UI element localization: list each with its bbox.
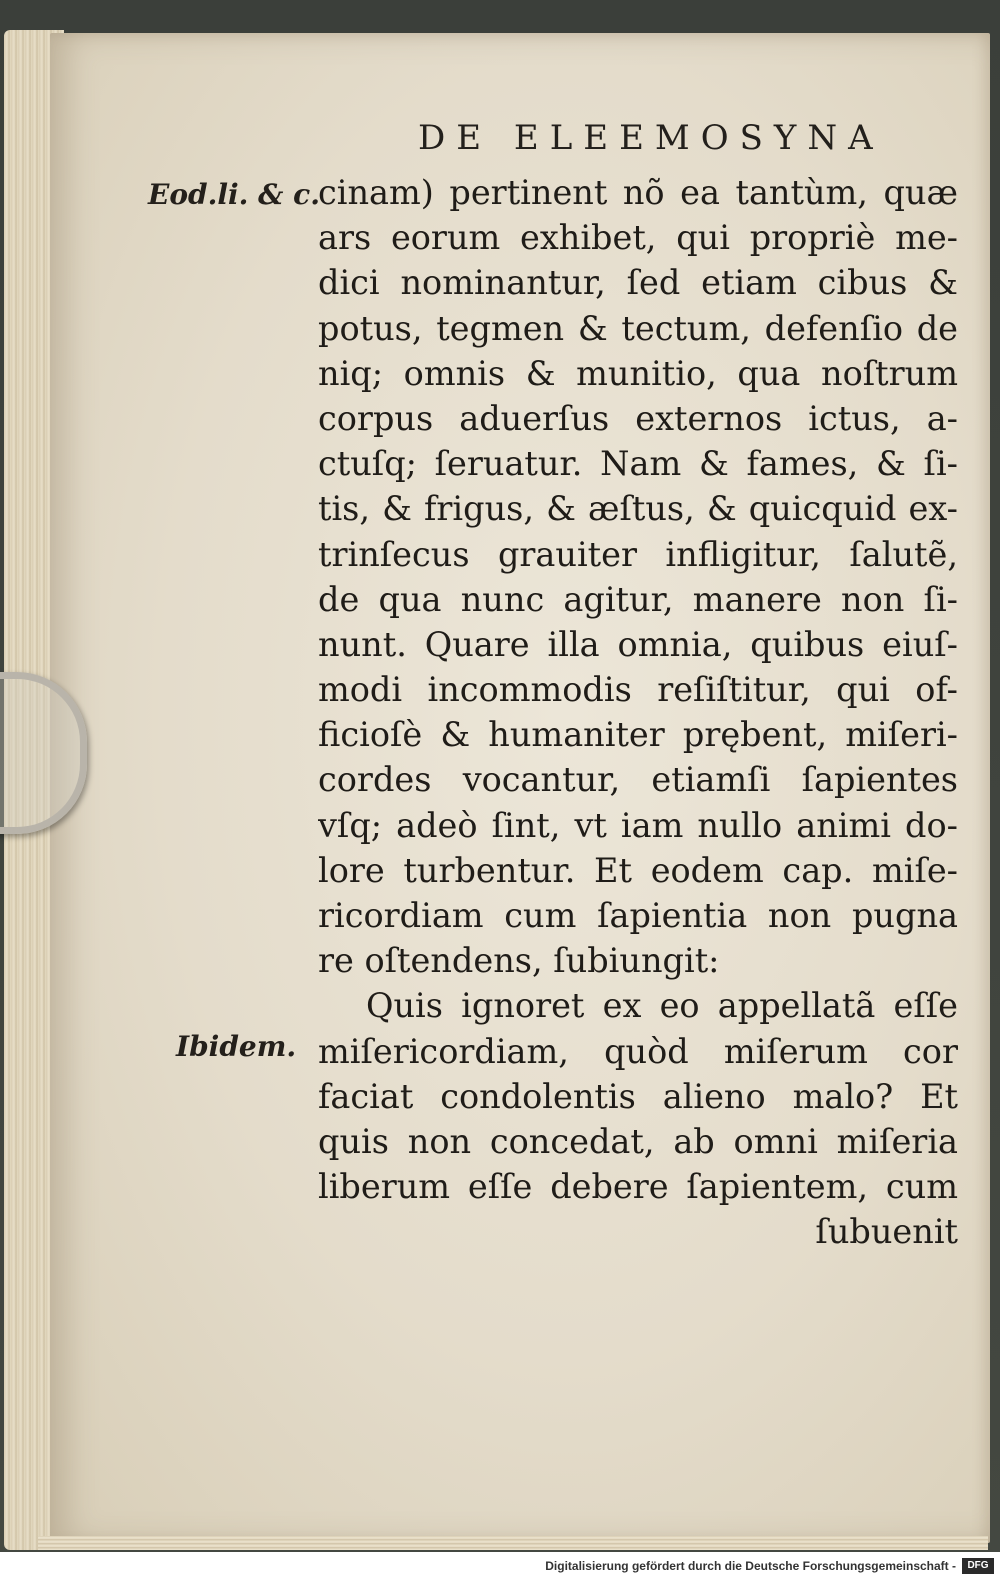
text-line: faciat condolentis alieno malo? Et — [318, 1076, 958, 1116]
text-line: potus, tegmen & tectum, defenſio de — [318, 308, 958, 348]
running-head: DE ELEEMOSYNA — [418, 118, 884, 158]
marginal-note-ibidem: Ibidem. — [176, 1030, 297, 1063]
body-text — [318, 170, 958, 1255]
text-line: modi incommodis reſiſtitur, qui of- — [318, 670, 958, 710]
text-line: dici nominantur, ſed etiam cibus & — [318, 263, 958, 303]
text-line: liberum eſſe debere ſapientem, cum — [318, 1167, 958, 1207]
text-line: ctuſq; ſeruatur. Nam & fames, & ſi- — [318, 444, 958, 484]
dfg-logo: DFG — [962, 1558, 994, 1574]
marginal-note-eod: Eod.li. & c. — [148, 178, 320, 211]
text-line: niq; omnis & munitio, qua noſtrum — [318, 353, 958, 393]
text-line: ars eorum exhibet, qui propriè me- — [318, 218, 958, 258]
text-line: quis non concedat, ab omni miſeria — [318, 1121, 958, 1161]
digitization-footer — [0, 1552, 1000, 1582]
text-line: cinam) pertinent nõ ea tantùm, quæ — [318, 173, 958, 212]
text-line: vſq; adeò ſint, vt iam nullo animi do- — [318, 805, 958, 845]
catchword: ſubuenit — [815, 1212, 958, 1252]
text-line: tis, & frigus, & æſtus, & quicquid ex- — [318, 489, 958, 529]
page-bottom-edge — [38, 1536, 988, 1550]
text-line: nunt. Quare illa omnia, quibus eiuſ- — [318, 624, 958, 664]
text-line: re oſtendens, ſubiungit: — [318, 941, 720, 981]
text-line: de qua nunc agitur, manere non ſi- — [318, 579, 958, 619]
text-line: cordes vocantur, etiamſi ſapientes — [318, 760, 958, 800]
text-line: ficioſè & humaniter prębent, miſeri- — [318, 715, 958, 755]
text-line: Quis ignoret ex eo appellatã eſſe — [366, 986, 958, 1026]
text-line: miſericordiam, quòd miſerum cor — [318, 1031, 958, 1071]
text-line: trinſecus grauiter infligitur, ſalutẽ, — [318, 534, 958, 574]
text-line: lore turbentur. Et eodem cap. miſe- — [318, 850, 958, 890]
text-line: corpus aduerſus externos ictus, a- — [318, 398, 958, 438]
footer-credit: Digitalisierung gefördert durch die Deutsche Forschungsgemeinschaft - — [545, 1559, 956, 1573]
text-line: ricordiam cum ſapientia non pugna — [318, 896, 958, 935]
